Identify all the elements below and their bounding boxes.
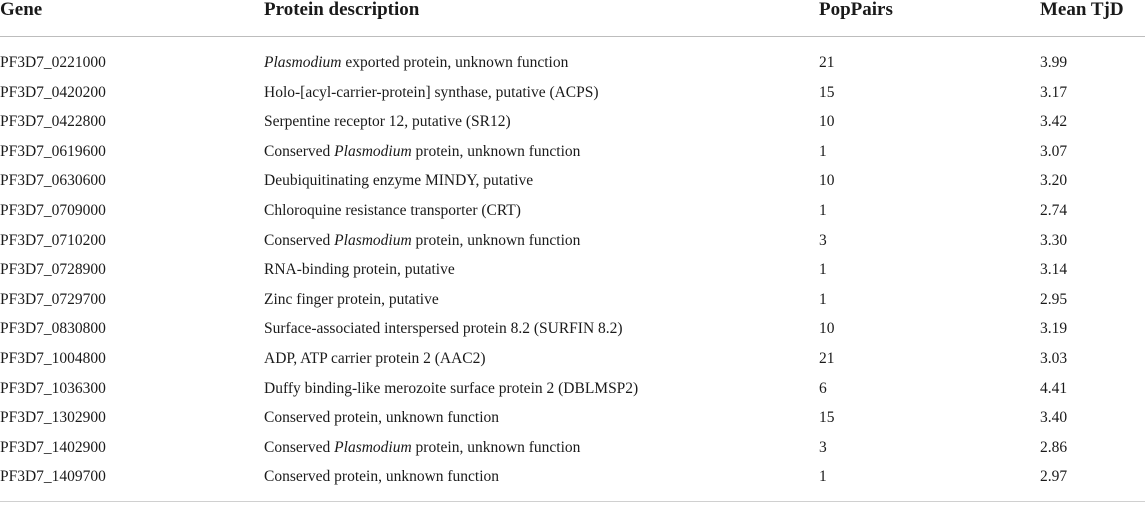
cell-protein-description: [264, 260, 455, 280]
cell-poppairs: 21: [819, 54, 835, 71]
description-text: Conserved protein, unknown function: [264, 468, 500, 486]
cell-protein-description: [264, 171, 533, 191]
cell-mean-tjd: 3.19: [1040, 320, 1068, 338]
description-text: Conserved: [264, 142, 335, 160]
cell-poppairs: 1: [819, 468, 827, 486]
table-row: [0, 50, 1145, 80]
header-gene: Gene: [0, 0, 43, 20]
description-text-suffix: protein, unknown function: [411, 142, 581, 160]
cell-protein-description: [264, 379, 638, 399]
cell-mean-tjd: 2.74: [1040, 201, 1068, 219]
table-row: [0, 139, 1145, 169]
description-italic-text: Plasmodium: [334, 142, 412, 160]
cell-gene: PF3D7_0221000: [0, 54, 106, 71]
description-text: ADP, ATP carrier protein 2 (AAC2): [264, 349, 486, 367]
cell-poppairs: 15: [819, 409, 835, 427]
cell-protein-description: [264, 142, 580, 162]
cell-mean-tjd: 2.86: [1040, 438, 1068, 456]
table-row: [0, 109, 1145, 139]
header-poppairs: PopPairs: [819, 0, 893, 20]
table-row: [0, 198, 1145, 228]
cell-mean-tjd: 3.30: [1040, 231, 1068, 249]
description-text: Conserved: [264, 438, 335, 456]
cell-gene: PF3D7_1402900: [0, 438, 106, 456]
description-text: Conserved protein, unknown function: [264, 409, 500, 427]
cell-mean-tjd: 3.03: [1040, 349, 1068, 367]
cell-gene: PF3D7_0830800: [0, 320, 106, 338]
cell-poppairs: 1: [819, 201, 827, 219]
cell-poppairs: 10: [819, 113, 835, 131]
description-text-suffix: exported protein, unknown function: [341, 54, 569, 71]
cell-protein-description: [264, 201, 521, 221]
cell-mean-tjd: 4.41: [1040, 379, 1068, 397]
cell-gene: PF3D7_0630600: [0, 172, 106, 190]
description-text-suffix: protein, unknown function: [411, 231, 581, 249]
cell-gene: PF3D7_0619600: [0, 142, 106, 160]
description-text-suffix: protein, unknown function: [411, 438, 581, 456]
cell-mean-tjd: 2.95: [1040, 290, 1068, 308]
cell-poppairs: 10: [819, 320, 835, 338]
cell-poppairs: 3: [819, 438, 827, 456]
description-text: Chloroquine resistance transporter (CRT): [264, 201, 521, 219]
cell-gene: PF3D7_0709000: [0, 201, 106, 219]
cell-protein-description: [264, 53, 568, 73]
cell-poppairs: 21: [819, 349, 835, 367]
cell-protein-description: [264, 290, 439, 310]
cell-mean-tjd: 3.07: [1040, 142, 1068, 160]
cell-gene: PF3D7_0710200: [0, 231, 106, 249]
description-text: RNA-binding protein, putative: [264, 261, 455, 279]
cell-gene: PF3D7_0728900: [0, 261, 106, 279]
table-row: [0, 405, 1145, 435]
table-row: [0, 316, 1145, 346]
description-text: Holo-[acyl-carrier-protein] synthase, putative (ACPS): [264, 83, 599, 101]
cell-gene: PF3D7_0422800: [0, 113, 106, 131]
header-protein-description: Protein description: [264, 0, 420, 20]
cell-protein-description: [264, 467, 499, 487]
cell-poppairs: 15: [819, 83, 835, 101]
header-mean-tjd: Mean TjD: [1040, 0, 1124, 20]
cell-mean-tjd: 3.17: [1040, 83, 1068, 101]
description-text: Zinc finger protein, putative: [264, 290, 439, 308]
cell-poppairs: 1: [819, 142, 827, 160]
cell-poppairs: 1: [819, 261, 827, 279]
cell-mean-tjd: 3.20: [1040, 172, 1068, 190]
table-body: [0, 50, 1145, 494]
table-bottom-rule: [0, 501, 1145, 502]
cell-poppairs: 3: [819, 231, 827, 249]
cell-gene: PF3D7_0729700: [0, 290, 106, 308]
description-text: Deubiquitinating enzyme MINDY, putative: [264, 172, 534, 190]
table-row: [0, 257, 1145, 287]
cell-protein-description: [264, 408, 499, 428]
cell-mean-tjd: 3.40: [1040, 409, 1068, 427]
description-text: Conserved: [264, 231, 335, 249]
cell-gene: PF3D7_1004800: [0, 349, 106, 367]
table-header: [0, 0, 1145, 37]
cell-poppairs: 10: [819, 172, 835, 190]
table-row: [0, 168, 1145, 198]
description-italic-text: Plasmodium: [334, 438, 412, 456]
cell-protein-description: [264, 112, 511, 132]
description-text: Serpentine receptor 12, putative (SR12): [264, 113, 511, 131]
description-text: Surface-associated interspersed protein 8.2 (SURFIN 8.2): [264, 320, 623, 338]
table-row: [0, 228, 1145, 258]
cell-poppairs: 1: [819, 290, 827, 308]
cell-gene: PF3D7_1302900: [0, 409, 106, 427]
cell-gene: PF3D7_1036300: [0, 379, 106, 397]
cell-protein-description: [264, 83, 599, 103]
description-text: Duffy binding-like merozoite surface protein 2 (DBLMSP2): [264, 379, 639, 397]
table-row: [0, 80, 1145, 110]
cell-protein-description: [264, 438, 580, 458]
cell-protein-description: [264, 231, 580, 251]
table-row: [0, 376, 1145, 406]
table-row: [0, 464, 1145, 494]
cell-protein-description: [264, 319, 623, 339]
cell-mean-tjd: 3.42: [1040, 113, 1068, 131]
cell-gene: PF3D7_0420200: [0, 83, 106, 101]
table-row: [0, 435, 1145, 465]
cell-mean-tjd: 3.99: [1040, 54, 1068, 71]
description-italic-text: Plasmodium: [264, 54, 342, 71]
cell-mean-tjd: 2.97: [1040, 468, 1068, 486]
cell-mean-tjd: 3.14: [1040, 261, 1068, 279]
description-italic-text: Plasmodium: [334, 231, 412, 249]
table-row: [0, 346, 1145, 376]
cell-poppairs: 6: [819, 379, 827, 397]
cell-gene: PF3D7_1409700: [0, 468, 106, 486]
table-row: [0, 287, 1145, 317]
cell-protein-description: [264, 349, 486, 369]
